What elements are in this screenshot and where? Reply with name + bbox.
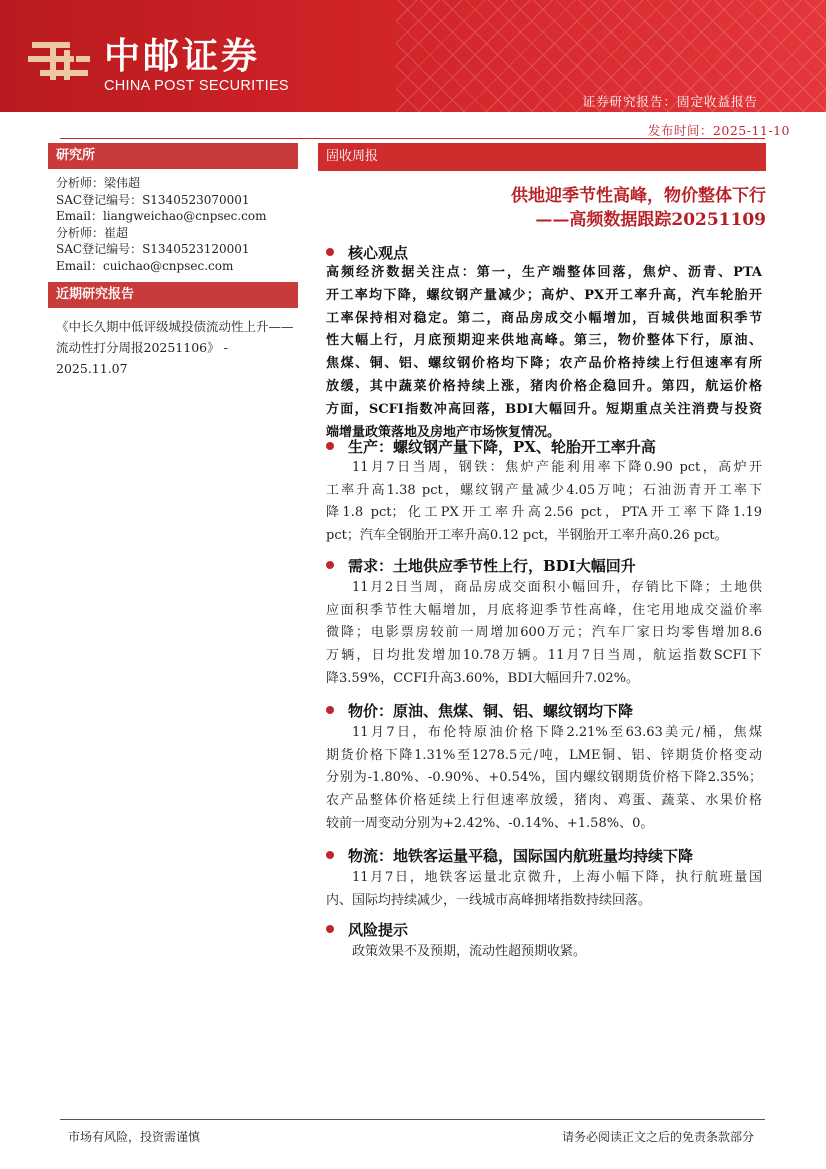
analyst-email[interactable]: Email：liangweichao@cnpsec.com bbox=[56, 209, 267, 224]
brand-name-en: CHINA POST SECURITIES bbox=[104, 78, 289, 94]
bullet-dot-icon bbox=[326, 248, 334, 256]
risk-paragraph: 政策效果不及预期，流动性超预期收紧。 bbox=[352, 944, 587, 959]
demand-paragraph: 11月2日当周，商品房成交面积小幅回升，存销比下降；土地供 应面积季节性大幅增加，月底将迎季节性高峰，住宅用地成交溢价率 微降；电影票房较前一周增加600万元；汽车厂家日均零售增加8.6 万辆，日均批发增加10.78万辆。11月7日当周，航运指数SCFI下 降3.59%，CCFI升高3.60%，BDI大幅回升7.02%。 bbox=[326, 580, 762, 686]
bullet-dot-icon bbox=[326, 706, 334, 714]
header-banner bbox=[0, 0, 826, 112]
section-heading: 生产：螺纹钢产量下降，PX、轮胎开工率升高 bbox=[326, 436, 656, 457]
section-heading: 风险提示 bbox=[326, 919, 408, 940]
analyst-line: 分析师：梁伟超 bbox=[56, 176, 141, 190]
report-subtitle: ——高频数据跟踪20251109 bbox=[535, 210, 766, 230]
section-heading: 物价：原油、焦煤、铜、铝、螺纹钢均下降 bbox=[326, 700, 633, 721]
core-view-paragraph: 高频经济数据关注点：第一，生产端整体回落，焦炉、沥青、PTA 开工率均下降，螺纹钢产量减少；高炉、PX开工率升高，汽车轮胎开 工率保持相对稳定。第二，商品房成交小幅增加，百城供地面积季节 性大幅上行，月底预期迎来供地高峰。第三，物价整体下行，原油、 焦煤、铜、铝、螺纹钢价格均下降；农产品价格持续上行但速率有所 放缓，其中蔬菜价格持续上涨，猪肉价格企稳回升。第四，航运价格 方面，SCFI指数冲高回落，BDI大幅回升。短期重点关注消费与投资 端增量政策落地及房地产市场恢复情况。 bbox=[326, 265, 762, 440]
analyst-email[interactable]: Email：cuichao@cnpsec.com bbox=[56, 258, 234, 273]
report-type: 证券研究报告：固定收益报告 bbox=[582, 94, 758, 109]
report-title: 供地迎季节性高峰，物价整体下行 bbox=[511, 186, 766, 206]
logistics-paragraph: 11月7日，地铁客运量北京微升，上海小幅下降，执行航班量国 内、国际均持续减少，一线城市高峰拥堵指数持续回落。 bbox=[326, 870, 762, 908]
china-post-logo-icon bbox=[28, 36, 92, 86]
bullet-dot-icon bbox=[326, 442, 334, 450]
brand-name-cn: 中邮证券 bbox=[104, 36, 261, 77]
header-rule bbox=[60, 138, 765, 139]
recent-reports-label: 近期研究报告 bbox=[48, 282, 298, 308]
recent-report-item[interactable]: 《中长久期中低评级城投债流动性上升——流动性打分周报20251106》 - 2025.11.07 bbox=[56, 319, 294, 376]
bullet-dot-icon bbox=[326, 851, 334, 859]
analyst-list bbox=[56, 175, 267, 275]
section-heading: 需求：土地供应季节性上行，BDI大幅回升 bbox=[326, 555, 636, 576]
publish-date: 发布时间：2025-11-10 bbox=[647, 123, 790, 138]
analyst-line: 分析师：崔超 bbox=[56, 225, 129, 240]
section-heading: 物流：地铁客运量平稳，国际国内航班量均持续下降 bbox=[326, 845, 693, 866]
footer-risk-note: 市场有风险，投资需谨慎 bbox=[68, 1130, 201, 1144]
report-category-tag: 固收周报 bbox=[318, 143, 766, 171]
footer-rule bbox=[60, 1119, 765, 1120]
institute-label: 研究所 bbox=[48, 143, 298, 169]
analyst-line: SAC登记编号：S1340523120001 bbox=[56, 242, 250, 257]
price-paragraph: 11月7日，布伦特原油价格下降2.21%至63.63美元/桶，焦煤 期货价格下降1.31%至1278.5元/吨，LME铜、铝、锌期货价格变动 分别为-1.80%、-0.90%、+0.54%，国内螺纹钢期货价格下降2.35%； 农产品整体价格延续上行但速率放缓，猪肉、鸡蛋、蔬菜、水果价格 较前一周变动分别为+2.42%、-0.14%、+1.58%、0。 bbox=[326, 725, 762, 831]
bullet-dot-icon bbox=[326, 561, 334, 569]
footer-disclaimer-note: 请务必阅读正文之后的免责条款部分 bbox=[561, 1130, 754, 1144]
analyst-line: SAC登记编号：S1340523070001 bbox=[56, 192, 250, 207]
production-paragraph: 11月7日当周，钢铁：焦炉产能利用率下降0.90 pct，高炉开 工率升高1.38 pct，螺纹钢产量减少4.05万吨；石油沥青开工率下 降1.8 pct；化工PX开工率升高2.56 pct，PTA开工率下降1.19 pct；汽车全钢胎开工率升高0.12 pct，半钢胎开工率升高0.26 pct。 bbox=[326, 460, 762, 544]
section-heading: 核心观点 bbox=[326, 242, 408, 263]
bullet-dot-icon bbox=[326, 925, 334, 933]
